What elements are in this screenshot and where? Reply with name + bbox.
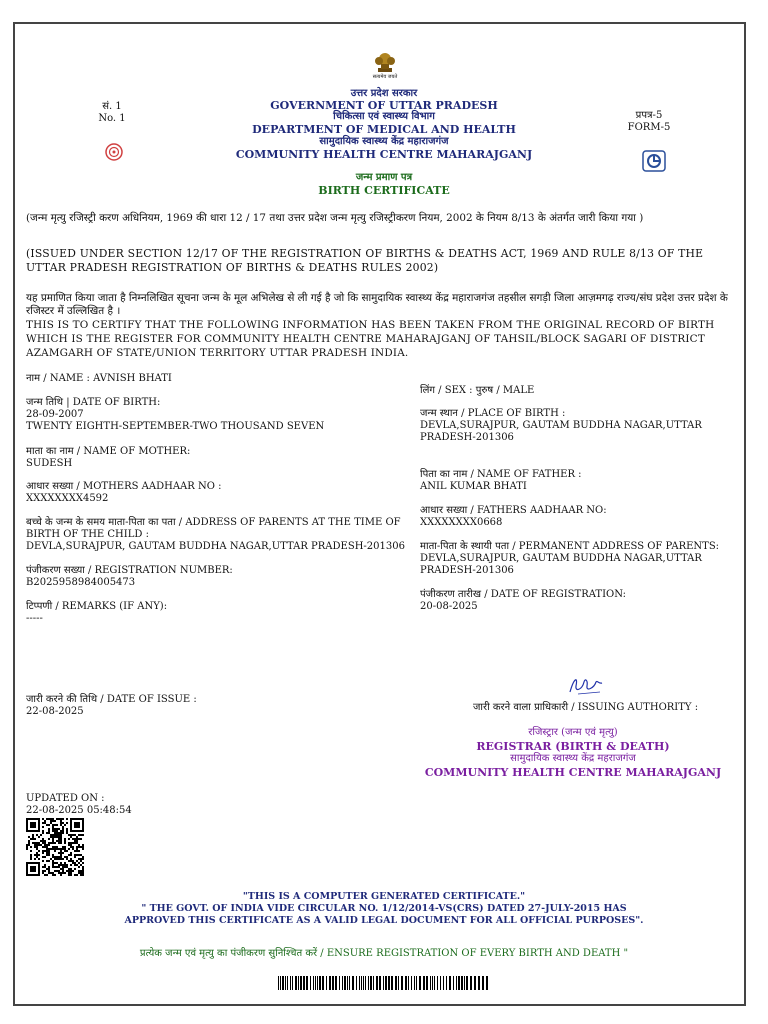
footer-slogan: प्रत्येक जन्म एवं मृत्यु का पंजीकरण सुनिश्चित करें / ENSURE REGISTRATION OF EVERY BIRTH AND DEATH " [139, 948, 629, 959]
certificate-title-hindi: जन्म प्रमाण पत्र [355, 172, 413, 183]
qr-code-icon [26, 818, 84, 876]
national-emblem-icon [370, 48, 400, 74]
dob-value: 28-09-2007 [26, 409, 84, 420]
mother-aadhaar-value: XXXXXXXX4592 [26, 493, 109, 504]
updated-on-value: 22-08-2025 05:48:54 [26, 805, 132, 816]
registrar-centre-hindi: सामुदायिक स्वास्थ्य केंद्र महराजगंज [510, 753, 636, 764]
registration-number-label: पंजीकरण सख्या / REGISTRATION NUMBER: [26, 565, 233, 576]
issue-date-label: जारी करने की तिथि / DATE OF ISSUE : [26, 694, 197, 705]
registrar-centre: COMMUNITY HEALTH CENTRE MAHARAJGANJ [424, 766, 722, 779]
place-of-birth-line-1: DEVLA,SURAJPUR, GAUTAM BUDDHA NAGAR,UTTAR [420, 420, 702, 431]
emblem-caption: सत्यमेव जयते [372, 74, 398, 80]
mother-name-value: SUDESH [26, 458, 73, 469]
place-of-birth-label: जन्म स्थान / PLACE OF BIRTH : [420, 408, 566, 419]
permanent-address-label: माता-पिता के स्थायी पता / PERMANENT ADDRESS OF PARENTS: [420, 541, 720, 552]
issued-under-hindi: (जन्म मृत्यु रजिस्ट्री करण अधिनियम, 1969 की धारा 12 / 17 तथा उत्तर प्रदेश जन्म मृत्यु रजिस्ट्रीकरण नियम, 2002 के नियम 8/13 के अंतर्गत जारी किया गया ) [26, 212, 644, 224]
father-name-value: ANIL KUMAR BHATI [420, 481, 527, 492]
remarks-value: ----- [26, 613, 43, 624]
permanent-address-line-1: DEVLA,SURAJPUR, GAUTAM BUDDHA NAGAR,UTTAR [420, 553, 702, 564]
birth-address-value: DEVLA,SURAJPUR, GAUTAM BUDDHA NAGAR,UTTAR PRADESH-201306 [26, 541, 405, 552]
birth-address-label-2: BIRTH OF THE CHILD : [26, 529, 149, 540]
issue-date-value: 22-08-2025 [26, 706, 84, 717]
registrar-signature-icon [566, 672, 606, 698]
mother-name-label: माता का नाम / NAME OF MOTHER: [26, 446, 191, 457]
footer-computer-generated: "THIS IS A COMPUTER GENERATED CERTIFICATE." [242, 891, 526, 902]
serial-number: No. 1 [98, 113, 126, 124]
registrar-hindi: रजिस्ट्रार (जन्म एवं मृत्यु) [528, 727, 618, 738]
permanent-address-line-2: PRADESH-201306 [420, 565, 514, 576]
department-name: DEPARTMENT OF MEDICAL AND HEALTH [252, 123, 516, 136]
centre-hindi: सामुदायिक स्वास्थ्य केंद्र महाराजगंज [319, 136, 449, 147]
father-aadhaar-value: XXXXXXXX0668 [420, 517, 503, 528]
registrar-title: REGISTRAR (BIRTH & DEATH) [476, 740, 670, 753]
footer-circular: " THE GOVT. OF INDIA VIDE CIRCULAR NO. 1/12/2014-VS(CRS) DATED 27-JULY-2015 HAS [141, 903, 627, 914]
certificate-border [13, 22, 746, 1006]
registration-number-value: B2025958984005473 [26, 577, 136, 588]
certify-hindi: यह प्रमाणित किया जाता है निम्नलिखित सूचना जन्म के मूल अभिलेख से ली गई है जो कि सामुदायिक स्वास्थ्य केंद्र महाराजगंज तहसील सगड़ी जिला आज़मगढ़ राज्य/संघ प्रदेश उत्तर प्रदेश के रजिस्टर में उल्लिखित है । [26, 292, 728, 317]
dob-label: जन्म तिथि | DATE OF BIRTH: [26, 397, 161, 408]
form-number: FORM-5 [627, 122, 671, 133]
child-name: नाम / NAME : AVNISH BHATI [26, 373, 172, 384]
barcode-icon [278, 976, 490, 990]
father-name-label: पिता का नाम / NAME OF FATHER : [420, 469, 582, 480]
registration-date-label: पंजीकरण तारीख / DATE OF REGISTRATION: [420, 589, 626, 600]
form-hindi: प्रपत्र-5 [635, 110, 663, 121]
sex-field: लिंग / SEX : पुरुष / MALE [420, 385, 535, 396]
certificate-title: BIRTH CERTIFICATE [318, 184, 450, 197]
crs-logo-icon [642, 150, 666, 172]
place-of-birth-line-2: PRADESH-201306 [420, 432, 514, 443]
mother-aadhaar-label: आधार सख्या / MOTHERS AADHAAR NO : [26, 481, 222, 492]
updated-on-label: UPDATED ON : [26, 793, 105, 804]
department-hindi: चिकित्सा एवं स्वास्थ्य विभाग [333, 111, 435, 122]
birth-address-label: बच्चे के जन्म के समय माता-पिता का पता / ADDRESS OF PARENTS AT THE TIME OF [26, 517, 401, 528]
father-aadhaar-label: आधार सख्या / FATHERS AADHAAR NO: [420, 505, 607, 516]
up-state-seal-icon [105, 143, 123, 161]
registration-date-value: 20-08-2025 [420, 601, 478, 612]
certify-english: THIS IS TO CERTIFY THAT THE FOLLOWING INFORMATION HAS BEEN TAKEN FROM THE ORIGINAL RECORD OF BIRTH WHICH IS THE REGISTER FOR COMMUNITY HEALTH CENTRE MAHARAJGANJ OF TAHSIL/BLOCK SAGARI OF DISTRICT AZAMGARH OF STATE/UNION TERRITORY UTTAR PRADESH INDIA. [26, 319, 715, 359]
serial-hindi: सं. 1 [102, 101, 122, 112]
remarks-label: टिप्पणी / REMARKS (IF ANY): [26, 601, 168, 612]
centre-name: COMMUNITY HEALTH CENTRE MAHARAJGANJ [235, 148, 533, 161]
issuing-authority-label: जारी करने वाला प्राधिकारी / ISSUING AUTHORITY : [473, 702, 699, 713]
dob-words: TWENTY EIGHTH-SEPTEMBER-TWO THOUSAND SEVEN [26, 421, 325, 432]
government-name: GOVERNMENT OF UTTAR PRADESH [270, 99, 498, 112]
issued-under-english: (ISSUED UNDER SECTION 12/17 OF THE REGISTRATION OF BIRTHS & DEATHS ACT, 1969 AND RULE 8/13 OF THE UTTAR PRADESH REGISTRATION OF BIRTHS & DEATHS RULES 2002) [26, 247, 704, 274]
footer-approval: APPROVED THIS CERTIFICATE AS A VALID LEGAL DOCUMENT FOR ALL OFFICIAL PURPOSES". [124, 915, 644, 926]
state-hindi: उत्तर प्रदेश सरकार [350, 88, 418, 99]
